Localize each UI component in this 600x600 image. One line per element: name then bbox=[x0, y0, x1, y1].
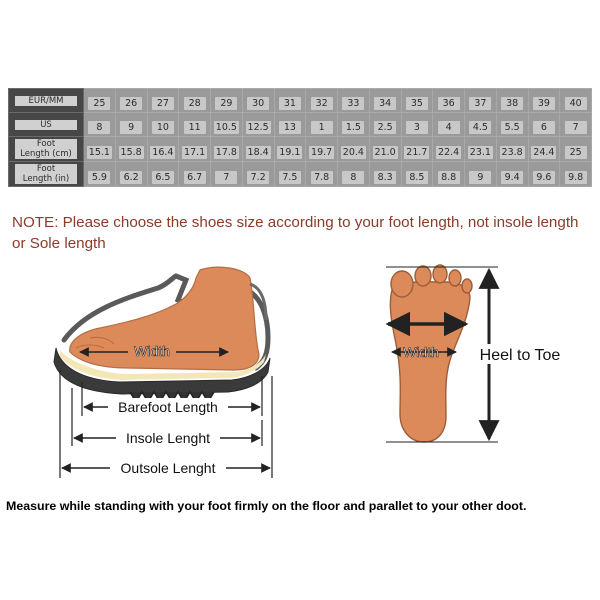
size-cell bbox=[274, 137, 306, 162]
size-cell bbox=[528, 162, 560, 187]
size-row bbox=[9, 89, 592, 113]
size-cell bbox=[338, 162, 370, 187]
size-value: 10 bbox=[152, 121, 174, 134]
measure-instruction: Measure while standing with your foot firmly on the floor and parallet to your other doot. bbox=[6, 499, 527, 513]
size-cell bbox=[528, 137, 560, 162]
size-value: 1 bbox=[311, 121, 333, 134]
size-value: 11 bbox=[184, 121, 206, 134]
size-value: 15.8 bbox=[120, 146, 142, 158]
size-cell bbox=[147, 137, 179, 162]
size-value: 12.5 bbox=[247, 122, 269, 133]
measurement-diagrams bbox=[0, 258, 600, 490]
size-value: 4.5 bbox=[469, 121, 491, 134]
size-value: 5.5 bbox=[501, 121, 523, 134]
size-cell bbox=[147, 162, 179, 187]
size-cell bbox=[211, 162, 243, 187]
size-value: 28 bbox=[184, 97, 206, 110]
size-value: 7.2 bbox=[247, 171, 269, 184]
size-value: 31 bbox=[279, 97, 301, 110]
size-cell bbox=[465, 113, 497, 137]
size-chart-table bbox=[8, 88, 592, 187]
size-cell bbox=[274, 89, 306, 113]
size-value: 24.4 bbox=[533, 146, 555, 158]
size-cell bbox=[115, 113, 147, 137]
size-cell bbox=[528, 113, 560, 137]
size-cell bbox=[242, 137, 274, 162]
size-cell bbox=[433, 137, 465, 162]
size-value: 1.5 bbox=[342, 121, 364, 134]
size-cell bbox=[306, 162, 338, 187]
size-cell bbox=[147, 113, 179, 137]
size-value: 37 bbox=[469, 97, 491, 110]
size-cell bbox=[560, 89, 592, 113]
size-cell bbox=[465, 89, 497, 113]
size-row-label-line: Foot bbox=[36, 139, 56, 149]
size-cell bbox=[211, 113, 243, 137]
size-value: 34 bbox=[374, 97, 396, 110]
size-value: 17.8 bbox=[215, 146, 237, 158]
size-cell bbox=[560, 113, 592, 137]
size-row-label: EUR/MM bbox=[15, 96, 77, 106]
size-value: 6.5 bbox=[152, 171, 174, 184]
size-value: 6.7 bbox=[184, 171, 206, 184]
size-cell bbox=[369, 89, 401, 113]
size-value: 8.8 bbox=[438, 171, 460, 184]
size-value: 17.1 bbox=[184, 146, 206, 158]
size-value: 19.1 bbox=[279, 146, 301, 158]
size-cell bbox=[369, 162, 401, 187]
size-value: 26 bbox=[120, 97, 142, 110]
size-cell bbox=[496, 113, 528, 137]
size-value: 29 bbox=[215, 97, 237, 110]
size-cell bbox=[211, 89, 243, 113]
size-cell bbox=[465, 137, 497, 162]
size-cell bbox=[84, 89, 116, 113]
size-row-header bbox=[9, 162, 84, 187]
size-cell bbox=[401, 89, 433, 113]
size-row-label-line: Length (in) bbox=[22, 174, 70, 184]
size-value: 9 bbox=[469, 171, 491, 184]
size-value: 8 bbox=[342, 171, 364, 184]
size-cell bbox=[147, 89, 179, 113]
size-cell bbox=[433, 113, 465, 137]
size-cell bbox=[84, 113, 116, 137]
size-row-label bbox=[15, 164, 77, 184]
size-cell bbox=[401, 162, 433, 187]
size-value: 40 bbox=[565, 97, 587, 110]
size-cell bbox=[465, 162, 497, 187]
size-value: 23.8 bbox=[501, 146, 523, 158]
size-row bbox=[9, 162, 592, 187]
size-value: 21.7 bbox=[406, 146, 428, 158]
size-value: 7 bbox=[565, 121, 587, 134]
size-cell bbox=[115, 89, 147, 113]
size-value: 7.8 bbox=[311, 171, 333, 184]
size-cell bbox=[338, 89, 370, 113]
size-row-label: US bbox=[15, 120, 77, 130]
size-value: 9 bbox=[120, 121, 142, 134]
size-cell bbox=[496, 137, 528, 162]
size-cell bbox=[338, 137, 370, 162]
size-value: 20.4 bbox=[342, 146, 364, 158]
size-cell bbox=[560, 137, 592, 162]
size-value: 5.9 bbox=[88, 171, 110, 184]
size-value: 25 bbox=[565, 146, 587, 159]
size-value: 2.5 bbox=[374, 121, 396, 134]
size-value: 7 bbox=[215, 171, 237, 184]
size-value: 10.5 bbox=[215, 122, 237, 133]
size-row-header bbox=[9, 137, 84, 162]
shoe-width-label: Width bbox=[134, 343, 170, 359]
size-value: 21.0 bbox=[374, 146, 396, 158]
size-value: 9.6 bbox=[533, 171, 555, 184]
size-cell bbox=[242, 162, 274, 187]
size-value: 9.4 bbox=[501, 171, 523, 184]
size-value: 23.1 bbox=[469, 146, 491, 158]
size-value: 8.5 bbox=[406, 171, 428, 184]
size-value: 19.7 bbox=[311, 146, 333, 158]
size-value: 36 bbox=[438, 97, 460, 110]
foot-width-label: Width bbox=[403, 344, 439, 360]
size-cell bbox=[115, 162, 147, 187]
size-cell bbox=[306, 113, 338, 137]
size-cell bbox=[401, 137, 433, 162]
barefoot-length-label: Barefoot Length bbox=[118, 399, 218, 415]
size-value: 18.4 bbox=[247, 146, 269, 158]
size-cell bbox=[528, 89, 560, 113]
size-note: NOTE: Please choose the shoes size according to your foot length, not insole length or Sole length bbox=[12, 214, 579, 252]
size-cell bbox=[306, 137, 338, 162]
size-value: 35 bbox=[406, 97, 428, 110]
size-cell bbox=[84, 162, 116, 187]
size-cell bbox=[242, 89, 274, 113]
size-value: 13 bbox=[279, 121, 301, 134]
size-cell bbox=[369, 137, 401, 162]
size-value: 39 bbox=[533, 97, 555, 110]
size-cell bbox=[84, 137, 116, 162]
size-cell bbox=[115, 137, 147, 162]
size-cell bbox=[496, 89, 528, 113]
size-cell bbox=[274, 162, 306, 187]
size-value: 7.5 bbox=[279, 171, 301, 184]
size-cell bbox=[496, 162, 528, 187]
size-cell bbox=[306, 89, 338, 113]
size-value: 16.4 bbox=[152, 146, 174, 158]
size-cell bbox=[179, 113, 211, 137]
size-row bbox=[9, 113, 592, 137]
size-value: 15.1 bbox=[88, 146, 110, 158]
size-row-label-line: Foot bbox=[36, 164, 56, 174]
size-cell bbox=[211, 137, 243, 162]
size-cell bbox=[433, 89, 465, 113]
size-value: 8.3 bbox=[374, 171, 396, 184]
size-row-label bbox=[15, 139, 77, 159]
size-cell bbox=[179, 137, 211, 162]
size-value: 33 bbox=[342, 97, 364, 110]
size-value: 3 bbox=[406, 121, 428, 134]
size-cell bbox=[242, 113, 274, 137]
size-cell bbox=[433, 162, 465, 187]
heel-to-toe-label: Heel to Toe bbox=[479, 347, 561, 364]
size-value: 25 bbox=[88, 97, 110, 110]
size-value: 22.4 bbox=[438, 146, 460, 158]
size-value: 8 bbox=[88, 121, 110, 134]
size-cell bbox=[401, 113, 433, 137]
size-cell bbox=[560, 162, 592, 187]
size-value: 4 bbox=[438, 121, 460, 134]
size-row bbox=[9, 137, 592, 162]
size-value: 9.8 bbox=[565, 171, 587, 184]
size-cell bbox=[338, 113, 370, 137]
size-cell bbox=[179, 162, 211, 187]
shoe-side-illustration bbox=[54, 267, 270, 402]
size-value: 38 bbox=[501, 97, 523, 110]
size-cell bbox=[274, 113, 306, 137]
size-row-header bbox=[9, 89, 84, 113]
size-row-header bbox=[9, 113, 84, 137]
size-cell bbox=[369, 113, 401, 137]
size-cell bbox=[179, 89, 211, 113]
size-value: 27 bbox=[152, 97, 174, 110]
size-value: 30 bbox=[247, 97, 269, 110]
outsole-length-label: Outsole Lenght bbox=[120, 460, 216, 476]
insole-length-label: Insole Lenght bbox=[125, 430, 211, 446]
size-row-label-line: Length (cm) bbox=[20, 149, 72, 159]
size-value: 6.2 bbox=[120, 171, 142, 184]
size-value: 6 bbox=[533, 121, 555, 134]
size-value: 32 bbox=[311, 97, 333, 110]
